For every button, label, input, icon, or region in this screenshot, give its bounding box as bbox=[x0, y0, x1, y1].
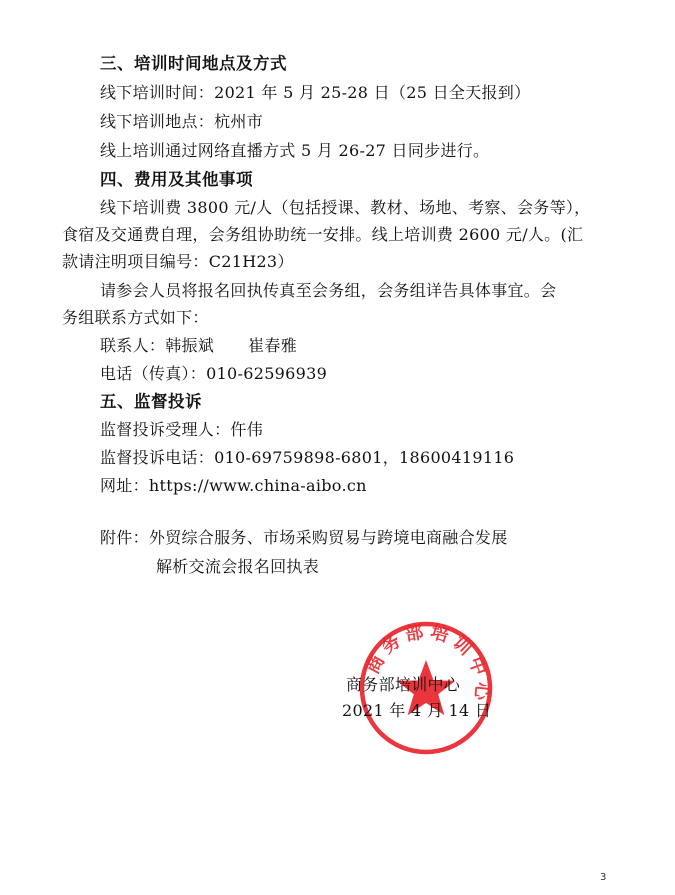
page-number: 3 bbox=[600, 872, 607, 883]
fee-line-2: 食宿及交通费自理，会务组协助统一安排。线上培训费 2600 元/人。(汇 bbox=[62, 225, 584, 244]
notice-line-2: 务组联系方式如下： bbox=[62, 308, 209, 327]
seal-text: 商务部培训中心 bbox=[362, 620, 493, 707]
contact-people bbox=[100, 336, 297, 356]
contact-label: 联系人： bbox=[100, 336, 166, 355]
section4-heading: 四、费用及其他事项 bbox=[100, 170, 253, 189]
section3-heading: 三、培训时间地点及方式 bbox=[100, 54, 287, 73]
online-training: 线上培训通过网络直播方式 5 月 26-27 日同步进行。 bbox=[100, 141, 490, 160]
section5-heading: 五、监督投诉 bbox=[100, 392, 202, 411]
notice-line-1: 请参会人员将报名回执传真至会务组，会务组详告具体事宜。会 bbox=[100, 281, 557, 300]
complaint-phone: 监督投诉电话：010-69759898-6801，18600419116 bbox=[100, 448, 515, 467]
training-place: 线下培训地点：杭州市 bbox=[100, 112, 264, 131]
contact-person-2: 崔春雅 bbox=[248, 336, 298, 355]
website: 网址：https://www.china-aibo.cn bbox=[100, 476, 367, 495]
training-time: 线下培训时间：2021 年 5 月 25-28 日（25 日全天报到） bbox=[100, 83, 531, 102]
signature-org: 商务部培训中心 bbox=[346, 675, 461, 694]
complaint-receiver: 监督投诉受理人：仵伟 bbox=[100, 420, 264, 439]
attachment-line-1: 附件：外贸综合服务、市场采购贸易与跨境电商融合发展 bbox=[100, 528, 508, 547]
signature-date: 2021 年 4 月 14 日 bbox=[342, 701, 492, 720]
fee-line-1: 线下培训费 3800 元/人（包括授课、教材、场地、考察、会务等）， bbox=[100, 198, 591, 217]
fee-line-3: 款请注明项目编号：C21H23） bbox=[62, 252, 294, 271]
contact-phone: 电话（传真）：010-62596939 bbox=[100, 364, 328, 383]
attachment-line-2: 解析交流会报名回执表 bbox=[156, 557, 320, 576]
contact-person-1: 韩振斌 bbox=[165, 336, 215, 355]
